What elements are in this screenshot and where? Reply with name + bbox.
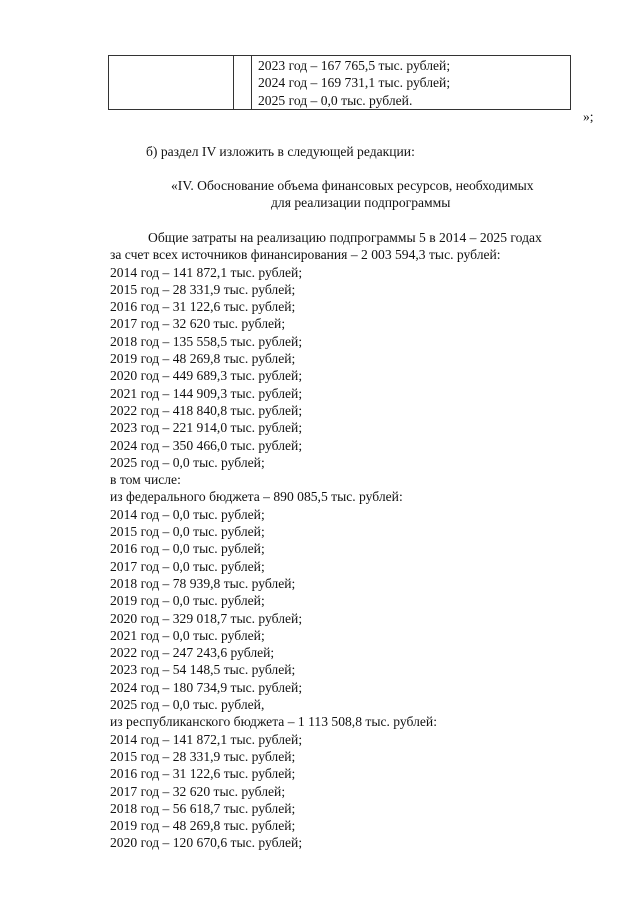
table-row (109, 56, 571, 110)
table-cell-empty (234, 56, 252, 110)
body-line: 2014 год – 141 872,1 тыс. рублей; (110, 264, 303, 280)
body-line: 2025 год – 0,0 тыс. рублей, (110, 697, 265, 713)
table-cell-values (252, 56, 571, 110)
body-line: 2014 год – 141 872,1 тыс. рублей; (110, 731, 303, 747)
body-line: в том числе: (110, 472, 181, 488)
table-cell-empty (109, 56, 234, 110)
body-line: 2019 год – 0,0 тыс. рублей; (110, 593, 265, 609)
body-line: 2016 год – 0,0 тыс. рублей; (110, 541, 265, 557)
item-b-text: б) раздел IV изложить в следующей редакции: (146, 144, 415, 159)
body-line: 2020 год – 449 689,3 тыс. рублей; (110, 368, 303, 384)
body-line: 2023 год – 54 148,5 тыс. рублей; (110, 662, 296, 678)
body-line: 2022 год – 247 243,6 рублей; (110, 645, 275, 661)
body-line: 2018 год – 56 618,7 тыс. рублей; (110, 800, 296, 816)
table-line: 2023 год – 167 765,5 тыс. рублей; (258, 58, 451, 73)
body-line: 2016 год – 31 122,6 тыс. рублей; (110, 299, 296, 315)
closing-quote: »; (583, 109, 594, 124)
body-line: 2022 год – 418 840,8 тыс. рублей; (110, 402, 303, 418)
body-line: 2014 год – 0,0 тыс. рублей; (110, 506, 265, 522)
body-line: 2020 год – 329 018,7 тыс. рублей; (110, 610, 303, 626)
body-line: 2021 год – 0,0 тыс. рублей; (110, 627, 265, 643)
body-line: 2020 год – 120 670,6 тыс. рублей; (110, 835, 303, 851)
section-heading-line1: «IV. Обоснование объема финансовых ресурсов, необходимых (171, 178, 534, 193)
section-heading-line2: для реализации подпрограммы (271, 195, 451, 210)
body-line: 2018 год – 135 558,5 тыс. рублей; (110, 333, 303, 349)
body-line: 2018 год – 78 939,8 тыс. рублей; (110, 575, 296, 591)
body-line: 2025 год – 0,0 тыс. рублей; (110, 454, 265, 470)
body-line: 2015 год – 0,0 тыс. рублей; (110, 524, 265, 540)
body-line: из федерального бюджета – 890 085,5 тыс. рублей: (110, 489, 403, 505)
body-line: 2023 год – 221 914,0 тыс. рублей; (110, 420, 303, 436)
body-line: 2024 год – 350 466,0 тыс. рублей; (110, 437, 303, 453)
body-line: 2017 год – 0,0 тыс. рублей; (110, 558, 265, 574)
body-line: за счет всех источников финансирования – 2 003 594,3 тыс. рублей: (110, 247, 501, 263)
body-line: 2015 год – 28 331,9 тыс. рублей; (110, 748, 296, 764)
body-line: 2019 год – 48 269,8 тыс. рублей; (110, 818, 296, 834)
body-line: 2017 год – 32 620 тыс. рублей; (110, 783, 286, 799)
funding-table (108, 55, 571, 110)
body-line: 2021 год – 144 909,3 тыс. рублей; (110, 385, 303, 401)
body-line: Общие затраты на реализацию подпрограммы 5 в 2014 – 2025 годах (148, 230, 542, 245)
table-line: 2024 год – 169 731,1 тыс. рублей; (258, 75, 451, 91)
body-line: из республиканского бюджета – 1 113 508,8 тыс. рублей: (110, 714, 437, 730)
body-line: 2017 год – 32 620 тыс. рублей; (110, 316, 286, 332)
body-line: 2016 год – 31 122,6 тыс. рублей; (110, 766, 296, 782)
body-text (110, 229, 610, 852)
table-line: 2025 год – 0,0 тыс. рублей. (258, 92, 413, 108)
body-line: 2019 год – 48 269,8 тыс. рублей; (110, 351, 296, 367)
body-line: 2024 год – 180 734,9 тыс. рублей; (110, 679, 303, 695)
body-line: 2015 год – 28 331,9 тыс. рублей; (110, 281, 296, 297)
